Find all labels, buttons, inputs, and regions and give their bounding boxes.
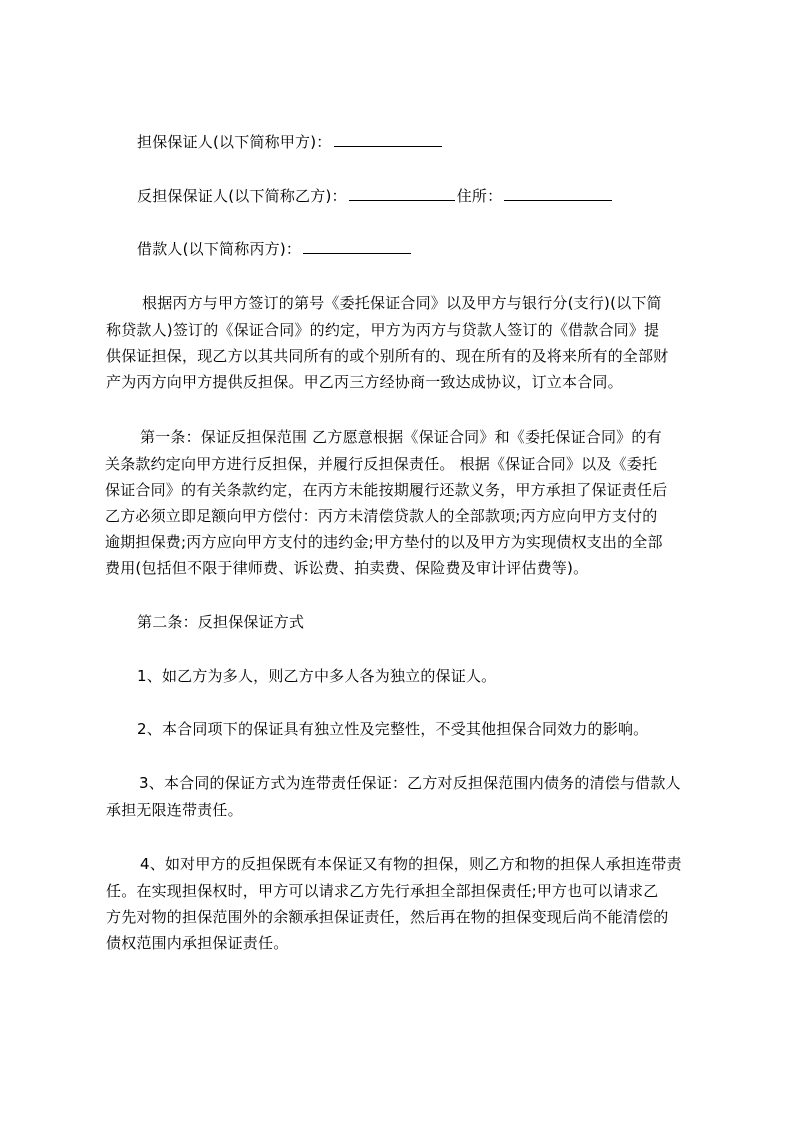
- guarantor-label: 担保保证人(以下简称甲方)：: [137, 133, 332, 151]
- borrower-line: [137, 240, 413, 258]
- article-1-line: 费用(包括但不限于律师费、诉讼费、拍卖费、保险费及审计评估费等)。: [105, 559, 589, 577]
- item-3-line: 3、本合同的保证方式为连带责任保证：乙方对反担保范围内债务的清偿与借款人: [139, 774, 681, 792]
- counter-guarantor-blank-field[interactable]: [349, 188, 455, 201]
- item-4-line: 任。在实现担保权时，甲方可以请求乙方先行承担全部担保责任;甲方也可以请求乙: [106, 882, 659, 900]
- item-4-line: 4、如对甲方的反担保既有本保证又有物的担保，则乙方和物的担保人承担连带责: [140, 855, 682, 873]
- item-3-line: 承担无限连带责任。: [106, 801, 243, 819]
- article-2-item-1: 1、如乙方为多人，则乙方中多人各为独立的保证人。: [137, 667, 497, 685]
- article-1-line: 关条款约定向甲方进行反担保，并履行反担保责任。 根据《保证合同》以及《委托: [105, 455, 658, 473]
- address-label: 住所：: [456, 187, 503, 205]
- preamble-line: 称贷款人)签订的《保证合同》的约定，甲方为丙方与贷款人签订的《借款合同》提: [106, 321, 660, 339]
- item-4-line: 方先对物的担保范围外的余额承担保证责任，然后再在物的担保变现后尚不能清偿的: [106, 908, 669, 926]
- article-1-line: 第一条：保证反担保范围 乙方愿意根据《保证合同》和《委托保证合同》的有: [140, 428, 662, 446]
- preamble-line: 根据丙方与甲方签订的第号《委托保证合同》以及甲方与银行分(支行)(以下简: [142, 294, 662, 312]
- preamble-line: 供保证担保，现乙方以其共同所有的或个别所有的、现在所有的及将来所有的全部财: [106, 347, 669, 365]
- borrower-label: 借款人(以下简称丙方)：: [137, 240, 302, 258]
- article-2-title: 第二条：反担保保证方式: [137, 613, 305, 631]
- borrower-blank-field[interactable]: [303, 241, 411, 254]
- address-blank-field[interactable]: [504, 188, 612, 201]
- guarantor-blank-field[interactable]: [334, 134, 442, 147]
- counter-guarantor-line: [137, 187, 614, 205]
- counter-guarantor-label: 反担保保证人(以下简称乙方)：: [137, 187, 347, 205]
- guarantor-line: [137, 133, 444, 151]
- preamble-line: 产为丙方向甲方提供反担保。甲乙丙三方经协商一致达成协议，订立本合同。: [106, 373, 623, 391]
- article-1-line: 保证合同》的有关条款约定，在丙方未能按期履行还款义务，甲方承担了保证责任后: [105, 481, 668, 499]
- article-2-item-2: 2、本合同项下的保证具有独立性及完整性，不受其他担保合同效力的影响。: [137, 720, 649, 738]
- article-1-line: 乙方必须立即足额向甲方偿付：丙方未清偿贷款人的全部款项;丙方应向甲方支付的: [105, 507, 658, 525]
- item-4-line: 债权范围内承担保证责任。: [106, 934, 289, 952]
- article-1-line: 逾期担保费;丙方应向甲方支付的违约金;甲方垫付的以及甲方为实现债权支出的全部: [105, 533, 663, 551]
